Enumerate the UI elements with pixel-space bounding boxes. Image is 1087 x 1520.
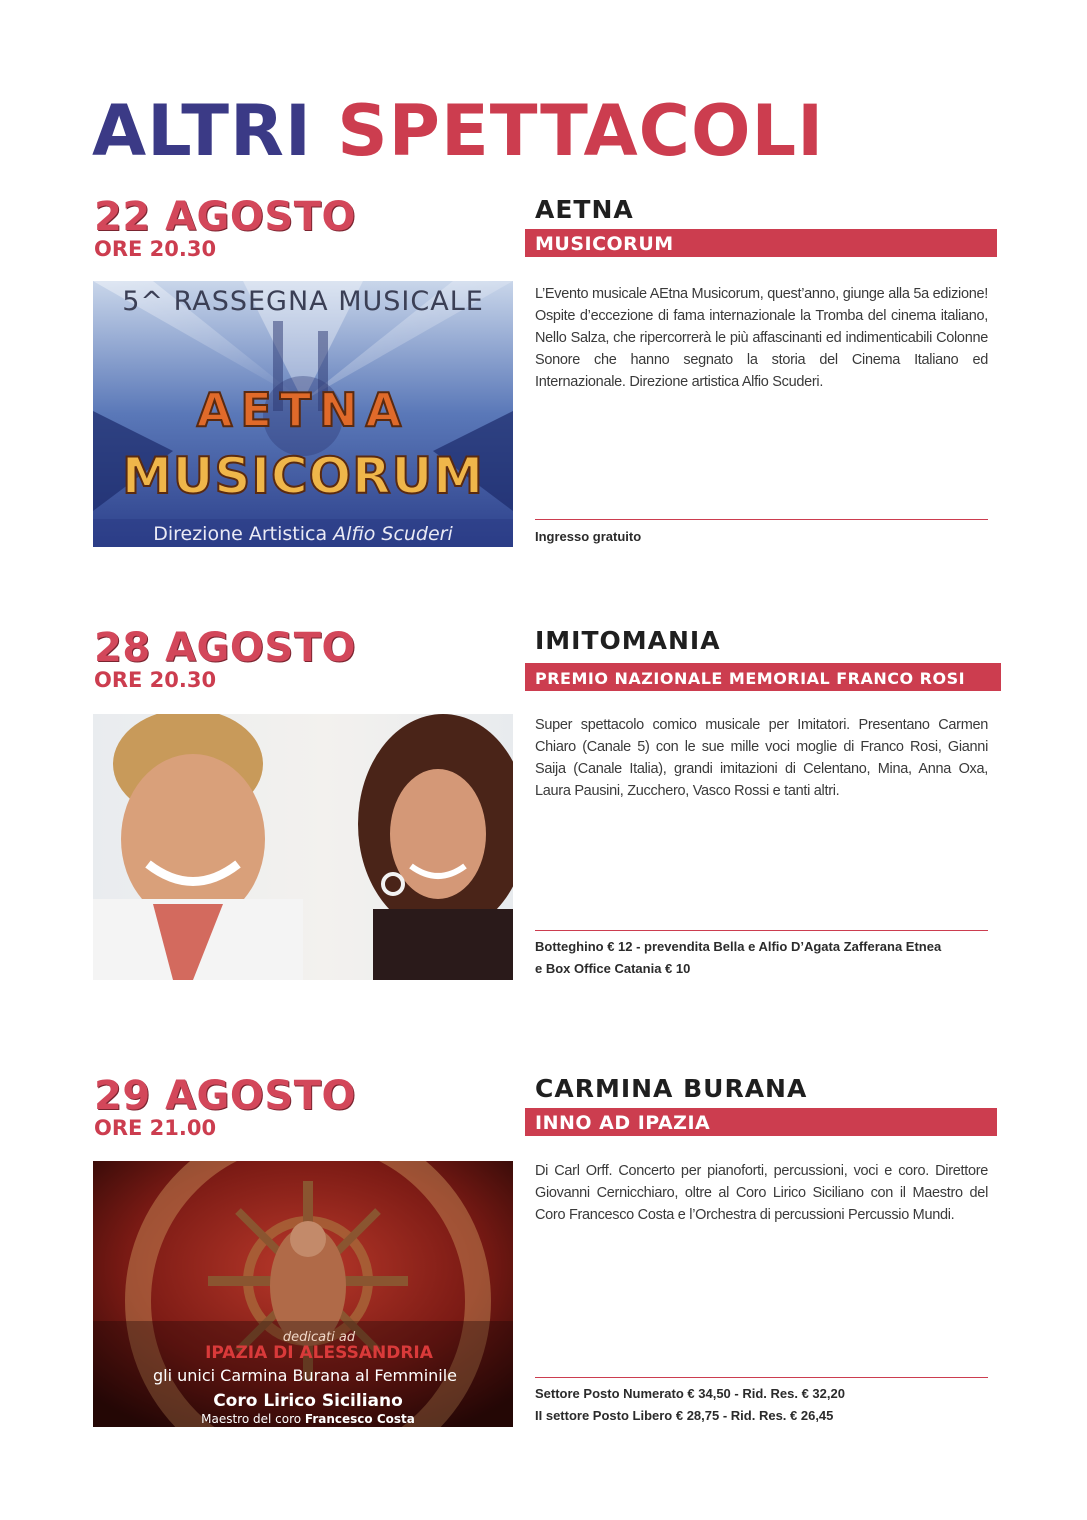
poster-line-choir: Coro Lirico Siciliano	[213, 1391, 403, 1411]
poster-headline: 5^ RASSEGNA MUSICALE	[122, 286, 484, 317]
event-poster	[93, 281, 513, 547]
poster-credit-name: Alfio Scuderi	[333, 523, 453, 545]
event-subtitle-bar	[525, 663, 1001, 691]
poster-credit	[153, 523, 453, 545]
poster-maestro-prefix: Maestro del coro	[201, 1412, 302, 1426]
event-ticket-info	[535, 526, 995, 548]
event-title: CARMINA BURANA	[535, 1074, 808, 1103]
ticket-info-line: Ingresso gratuito	[535, 529, 642, 544]
divider	[535, 930, 988, 931]
poster-logo-line2: MUSICORUM	[121, 447, 485, 505]
poster-line-dedication: dedicati ad	[282, 1330, 356, 1345]
event-time: ORE 20.30	[94, 237, 217, 261]
event-date: 28 AGOSTO	[94, 625, 356, 671]
page-title-part1: ALTRI	[92, 90, 312, 172]
page-title	[92, 90, 825, 172]
event-description: Super spettacolo comico musicale per Imitatori. Presentano Carmen Chiaro (Canale 5) con le sue mille voci moglie di Franco Rosi, Gianni Saija (Canale Italia), grandi imitazioni di Celentano, Mina, Anna Oxa, Laura Pausini, Zucchero, Vasco Rossi e tanti altri.	[535, 717, 988, 799]
ticket-info-line: e Box Office Catania € 10	[535, 961, 691, 976]
event-subtitle: PREMIO NAZIONALE MEMORIAL FRANCO ROSI	[535, 669, 966, 688]
event-date: 22 AGOSTO	[94, 194, 356, 240]
event-subtitle: MUSICORUM	[535, 233, 674, 255]
ticket-info-line: Settore Posto Numerato € 34,50 - Rid. Res. € 32,20	[535, 1386, 845, 1401]
event-description: Di Carl Orff. Concerto per pianoforti, percussioni, voci e coro. Direttore Giovanni Cernicchiaro, oltre al Coro Lirico Siciliano con il Maestro del Coro Francesco Costa e l’Orchestra di percussioni Percussio Mundi.	[535, 1163, 988, 1223]
event-time: ORE 21.00	[94, 1116, 217, 1140]
event-title: AETNA	[535, 195, 634, 224]
event-time: ORE 20.30	[94, 668, 217, 692]
divider	[535, 1377, 988, 1378]
aetna-musicorum-poster-image	[93, 281, 513, 547]
event-title: IMITOMANIA	[535, 626, 721, 655]
poster-logo-line1: AETNA	[196, 383, 410, 437]
event-subtitle-bar	[525, 229, 997, 257]
event-ticket-info	[535, 936, 995, 980]
divider	[535, 519, 988, 520]
poster-line-maestro	[201, 1412, 415, 1426]
event-poster	[93, 1161, 513, 1427]
ticket-info-line: II settore Posto Libero € 28,75 - Rid. Res. € 26,45	[535, 1408, 834, 1423]
event-date: 29 AGOSTO	[94, 1073, 356, 1119]
event-description: L’Evento musicale AEtna Musicorum, quest’anno, giunge alla 5a edizione! Ospite d’eccezione di fama internazionale la Tromba del cinema italiano, Nello Salza, che ripercorrerà le più affascinanti ed indimenticabili Colonne Sonore che hanno segnato la storia del Cinema Italiano ed Internazionale. Direzione artistica Alfio Scuderi.	[535, 286, 988, 390]
carmina-burana-poster-image	[93, 1161, 513, 1427]
poster-line-tagline: gli unici Carmina Burana al Femminile	[152, 1366, 458, 1385]
event-subtitle: INNO AD IPAZIA	[535, 1112, 711, 1134]
event-poster	[93, 714, 513, 980]
poster-maestro-name: Francesco Costa	[304, 1412, 415, 1426]
poster-credit-prefix: Direzione Artistica	[153, 523, 328, 545]
page-title-part2: SPETTACOLI	[337, 90, 825, 172]
poster-line-ipazia: IPAZIA DI ALESSANDRIA	[205, 1343, 433, 1363]
event-subtitle-bar	[525, 1108, 997, 1136]
imitomania-photo	[93, 714, 513, 980]
ticket-info-line: Botteghino € 12 - prevendita Bella e Alfio D’Agata Zafferana Etnea	[535, 939, 942, 954]
event-ticket-info	[535, 1383, 995, 1427]
